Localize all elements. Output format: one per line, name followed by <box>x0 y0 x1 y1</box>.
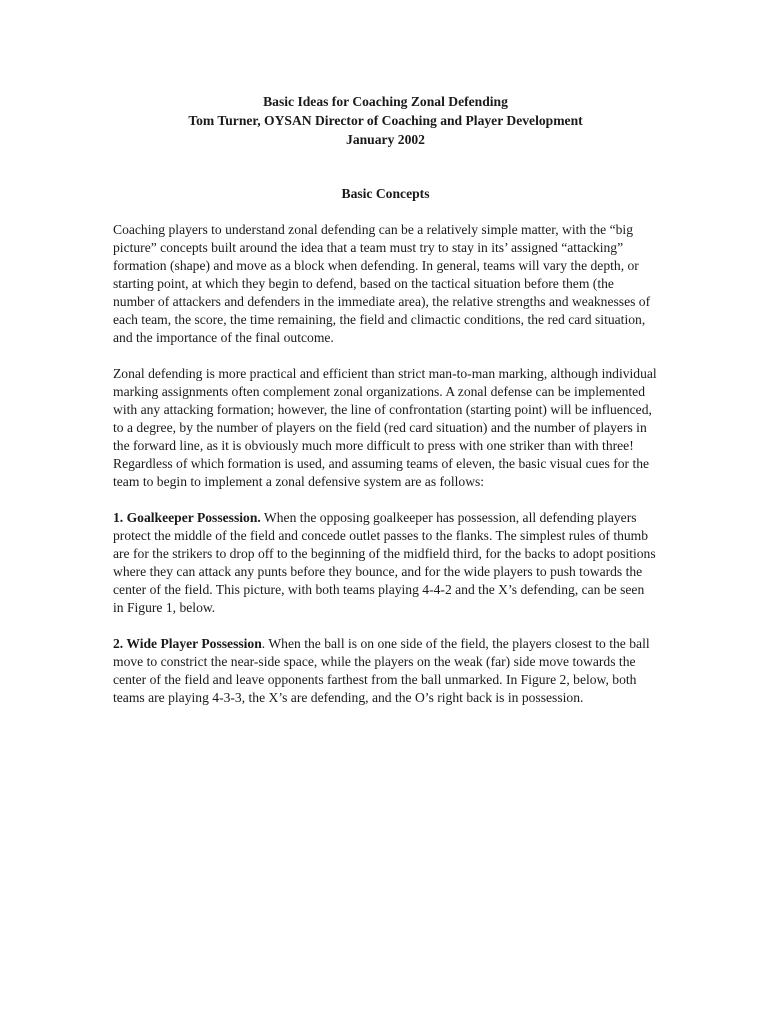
paragraph-intro: Coaching players to understand zonal defending can be a relatively simple matter, with the “big picture” concepts built around the idea that a team must try to stay in its’ assigned “attacking” formation (shape) and move as a block when defending. In general, teams will vary the depth, or starting point, at which they begin to defend, based on the tactical situation before them (the number of attackers and defenders in the immediate area), the relative strengths and weaknesses of each team, the score, the time remaining, the field and climactic conditions, the red card situation, and the importance of the final outcome. <box>113 222 651 345</box>
paragraph-lead: 1. Goalkeeper Possession. <box>113 510 261 525</box>
title-block <box>113 92 658 149</box>
paragraph-lead: 2. Wide Player Possession <box>113 636 262 651</box>
paragraph-body: . When the ball is on one side of the field, the players closest to the ball move to constrict the near-side space, while the players on the weak (far) side move towards the center of the field and leave opponents farthest from the ball unmarked. In Figure 2, below, both teams are playing 4-3-3, the X’s are defending, and the O’s right back is in possession. <box>113 636 650 705</box>
document-title: Basic Ideas for Coaching Zonal Defending <box>263 94 508 109</box>
document-author: Tom Turner, OYSAN Director of Coaching and Player Development <box>188 113 583 128</box>
document-page <box>113 92 658 725</box>
paragraph-wide-player-possession <box>113 635 658 707</box>
paragraph-goalkeeper-possession <box>113 509 658 617</box>
paragraph-body: When the opposing goalkeeper has possession, all defending players protect the middle of the field and concede outlet passes to the flanks. The simplest rules of thumb are for the strikers to drop off to the beginning of the midfield third, for the backs to adopt positions where they can attack any punts before they bounce, and for the wide players to push towards the center of the field. This picture, with both teams playing 4-4-2 and the X’s defending, can be seen in Figure 1, below. <box>113 510 656 615</box>
document-date: January 2002 <box>346 132 425 147</box>
section-heading: Basic Concepts <box>341 186 430 201</box>
paragraph-zonal-defending: Zonal defending is more practical and efficient than strict man-to-man marking, although individual marking assignments often complement zonal organizations. A zonal defense can be implemented with any attacking formation; however, the line of confrontation (starting point) will be influenced, to a degree, by the number of players on the field (red card situation) and the number of players in the forward line, as it is obviously much more difficult to press with one striker than with three! Regardless of which formation is used, and assuming teams of eleven, the basic visual cues for the team to begin to implement a zonal defensive system are as follows: <box>113 366 657 489</box>
